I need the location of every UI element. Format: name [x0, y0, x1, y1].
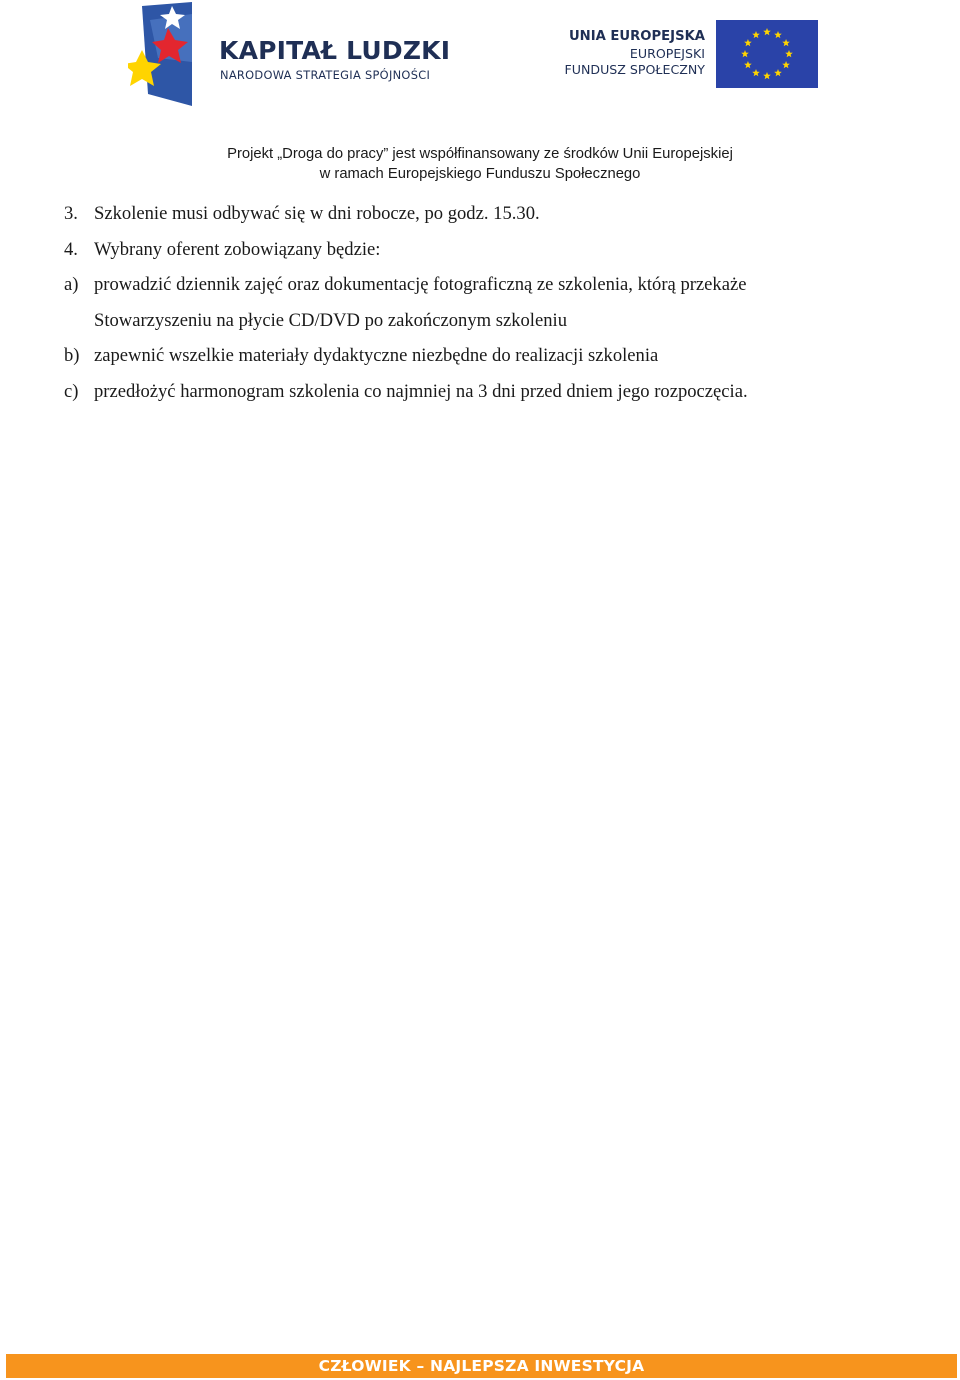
list-item-text: prowadzić dziennik zajęć oraz dokumentację fotograficzną ze szkolenia, którą przekaże	[94, 274, 747, 295]
eu-flag-icon	[716, 20, 818, 88]
project-info	[0, 144, 960, 184]
sub-item-b	[64, 338, 904, 374]
list-item-text: Stowarzyszeniu na płycie CD/DVD po zakończonym szkoleniu	[94, 309, 567, 331]
footer-slogan: CZŁOWIEK – NAJLEPSZA INWESTYCJA	[318, 1357, 645, 1375]
project-line-2: w ramach Europejskiego Funduszu Społecznego	[319, 166, 641, 182]
list-item-4	[64, 232, 904, 268]
list-marker: a)	[64, 274, 79, 295]
sub-item-a	[64, 267, 904, 303]
requirements-list	[64, 196, 904, 409]
kapital-ludzki-emblem-icon	[128, 2, 194, 108]
kapital-ludzki-title: KAPITAŁ LUDZKI	[219, 36, 451, 65]
list-item-text: przedłożyć harmonogram szkolenia co najmniej na 3 dni przed dniem jego rozpoczęcia.	[94, 380, 748, 402]
eu-logo	[560, 20, 818, 90]
eu-logo-text	[565, 28, 706, 78]
project-line-1: Projekt „Droga do pracy” jest współfinansowany ze środków Unii Europejskiej	[227, 146, 733, 162]
kapital-ludzki-subtitle: NARODOWA STRATEGIA SPÓJNOŚCI	[220, 68, 431, 82]
eu-logo-line2: EUROPEJSKI	[629, 46, 705, 61]
list-marker: c)	[64, 380, 79, 402]
list-item-3	[64, 196, 904, 232]
footer-slogan-bar	[6, 1354, 957, 1378]
list-marker: 4.	[64, 238, 78, 260]
list-marker: b)	[64, 345, 80, 366]
list-item-text: Szkolenie musi odbywać się w dni robocze, po godz. 15.30.	[94, 203, 540, 224]
list-item-text: zapewnić wszelkie materiały dydaktyczne niezbędne do realizacji szkolenia	[94, 345, 659, 366]
eu-logo-line1: UNIA EUROPEJSKA	[568, 29, 705, 44]
list-marker: 3.	[64, 203, 78, 224]
eu-logo-line3: FUNDUSZ SPOŁECZNY	[564, 62, 705, 77]
list-item-text: Wybrany oferent zobowiązany będzie:	[94, 238, 381, 260]
sub-item-c	[64, 374, 904, 410]
kapital-ludzki-logo	[128, 2, 458, 108]
sub-item-a-continuation	[64, 303, 904, 339]
